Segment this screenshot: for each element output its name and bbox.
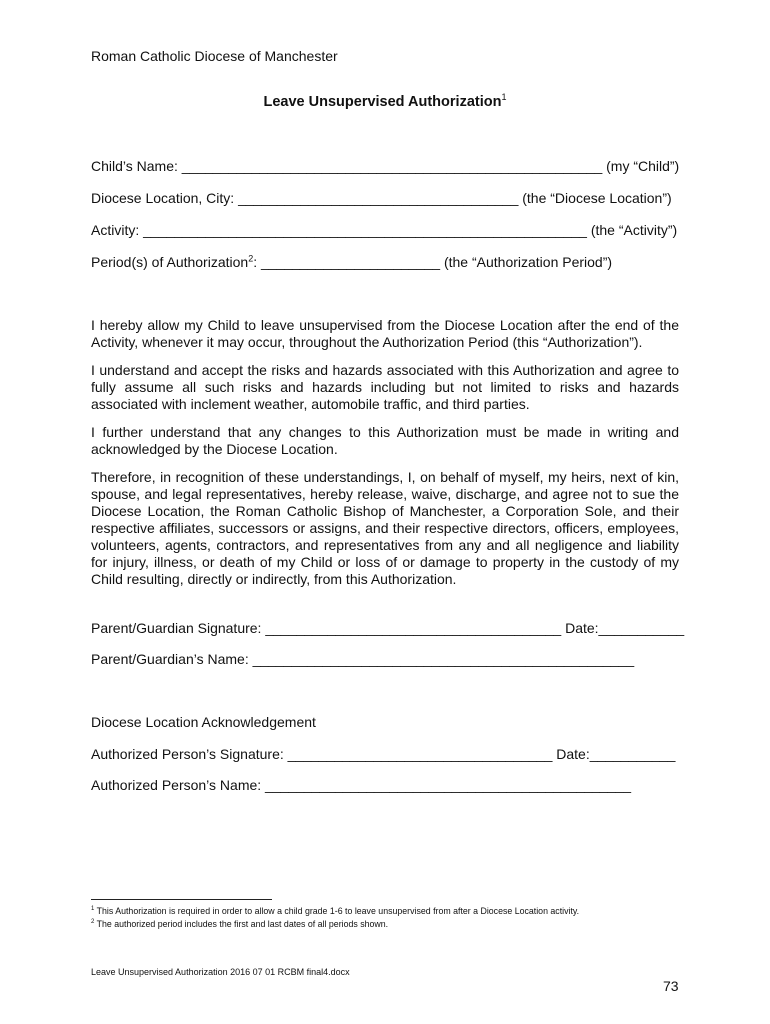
child-name-field[interactable]: Child’s Name: ______________________________________________________ (my “Child”) xyxy=(91,158,680,174)
title-text: Leave Unsupervised Authorization xyxy=(263,94,502,110)
footnote-2-text: The authorized period includes the first and last dates of all periods shown. xyxy=(96,919,389,929)
footnote-2 xyxy=(91,919,388,929)
parent-name-field[interactable]: Parent/Guardian’s Name: _________________________________________________ xyxy=(91,651,635,667)
diocese-header: Roman Catholic Diocese of Manchester xyxy=(91,48,338,64)
authorized-name-field[interactable]: Authorized Person’s Name: _______________________________________________ xyxy=(91,777,631,793)
footer-filename: Leave Unsupervised Authorization 2016 07 01 RCBM final4.docx xyxy=(91,967,350,977)
title-footnote-ref: 1 xyxy=(501,92,507,103)
authorized-signature-field[interactable]: Authorized Person’s Signature: __________________________________ Date:___________ xyxy=(91,746,676,762)
page-number: 73 xyxy=(663,978,679,994)
acknowledgement-heading: Diocese Location Acknowledgement xyxy=(91,714,316,730)
footnote-1 xyxy=(91,906,579,916)
period-label: Period(s) of Authorization xyxy=(91,254,249,270)
activity-field[interactable]: Activity: _________________________________________________________ (the “Activity”) xyxy=(91,222,678,238)
footnote-1-text: This Authorization is required in order to allow a child grade 1-6 to leave unsupervised from after a Diocese Location activity. xyxy=(96,906,580,916)
footnote-divider xyxy=(91,899,272,900)
authorization-period-field[interactable] xyxy=(91,254,612,270)
paragraph-changes: I further understand that any changes to this Authorization must be made in writing and acknowledged by the Diocese Location. xyxy=(91,424,679,457)
paragraph-release: Therefore, in recognition of these understandings, I, on behalf of myself, my heirs, next of kin, spouse, and legal representatives, hereby release, waive, discharge, and agree not to sue the Diocese Location, the Roman Catholic Bishop of Manchester, a Corporation Sole, and their respective affiliates, successors or assigns, and their respective directors, officers, employees, volunteers, agents, contractors, and representatives from any and all negligence and liability for injury, illness, or death of my Child or loss of or damage to property in the custody of my Child resulting, directly or indirectly, from this Authorization. xyxy=(91,469,679,587)
period-blank: : _______________________ (the “Authorization Period”) xyxy=(253,254,613,270)
document-title xyxy=(0,94,770,110)
diocese-location-field[interactable]: Diocese Location, City: ____________________________________ (the “Diocese Location”) xyxy=(91,190,672,206)
footnote-1-num: 1 xyxy=(91,906,95,913)
period-footnote-ref: 2 xyxy=(248,253,254,264)
paragraph-risks: I understand and accept the risks and hazards associated with this Authorization and agree to fully assume all such risks and hazards including but not limited to risks and hazards associated with inclement weather, automobile traffic, and third parties. xyxy=(91,362,679,412)
footnote-2-num: 2 xyxy=(91,919,95,926)
parent-signature-field[interactable]: Parent/Guardian Signature: ______________________________________ Date:___________ xyxy=(91,620,685,636)
paragraph-allow: I hereby allow my Child to leave unsupervised from the Diocese Location after the end of the Activity, whenever it may occur, throughout the Authorization Period (this “Authorization”). xyxy=(91,317,679,350)
